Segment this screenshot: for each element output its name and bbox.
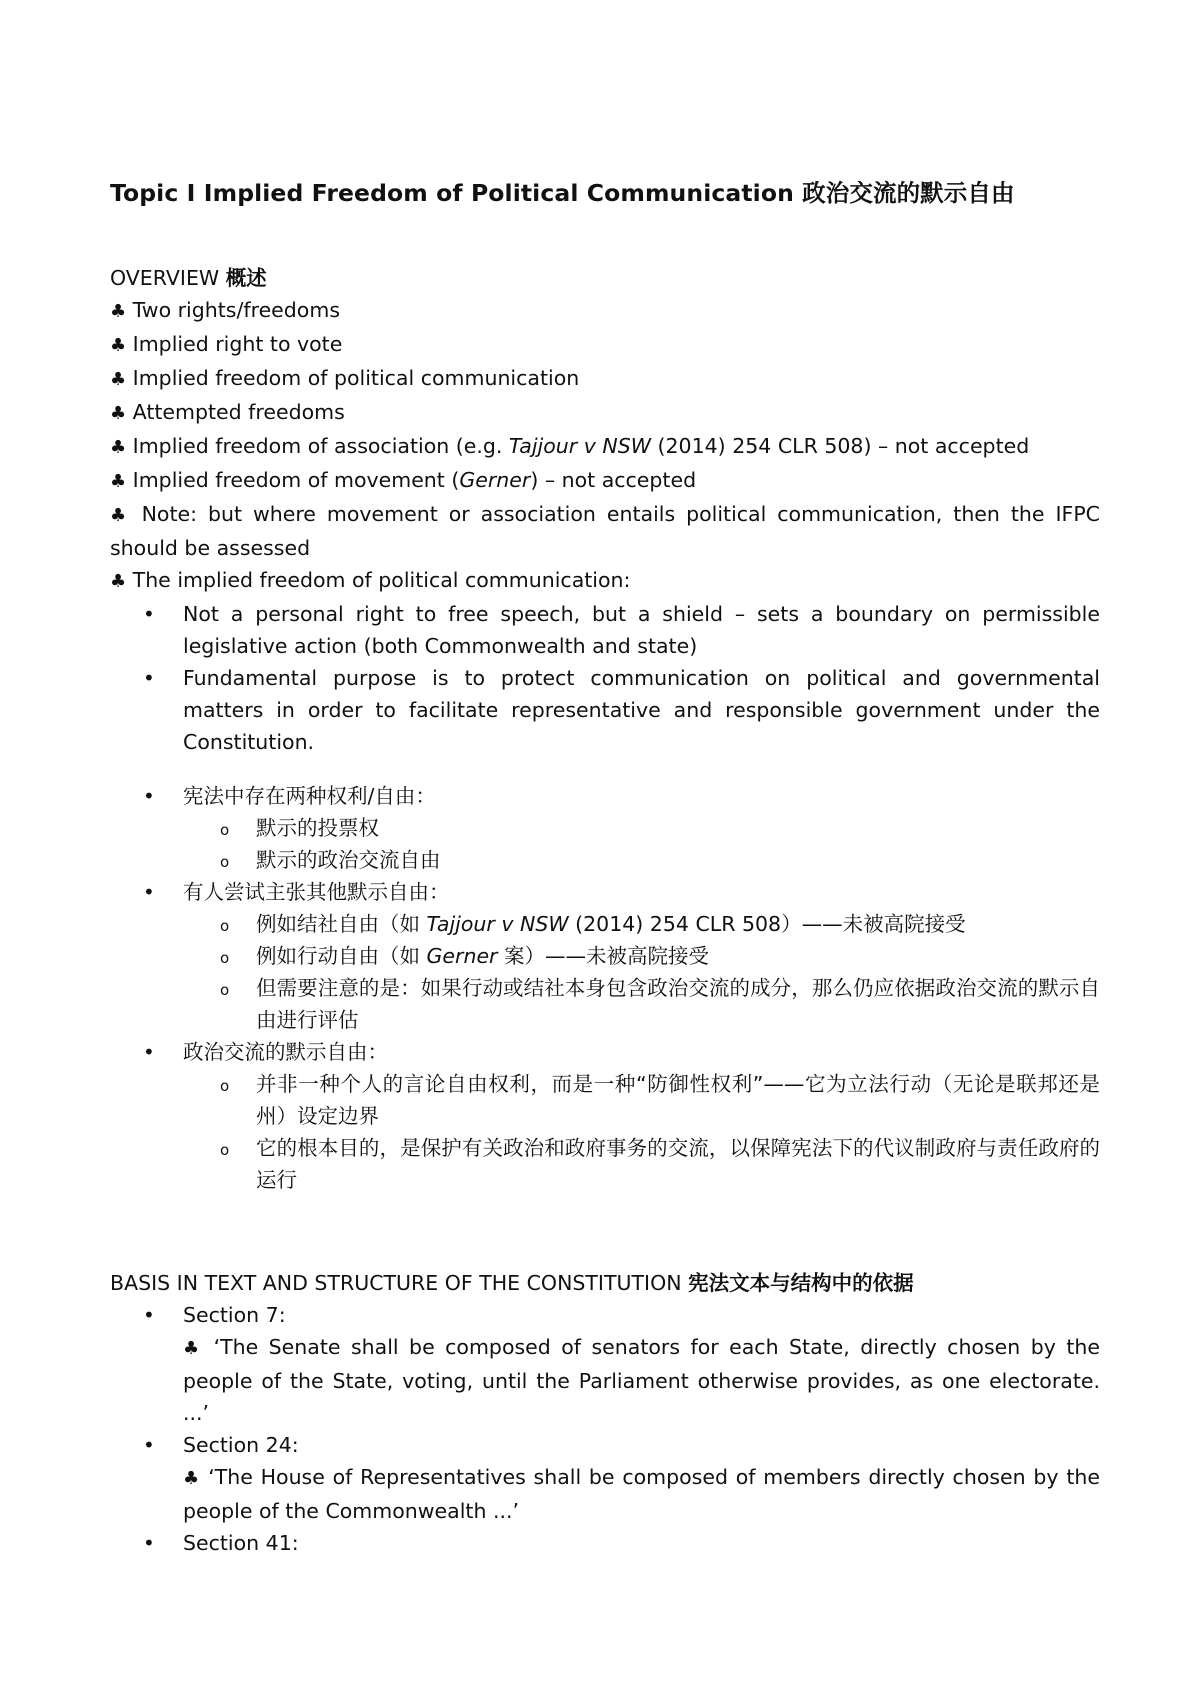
case-name: Gerner [426,944,498,968]
sub-list-item: o 例如结社自由（如 Tajjour v NSW (2014) 254 CLR 508）——未被高院接受 [110,908,1100,940]
sub-list-item: o 默示的政治交流自由 [110,844,1100,876]
club-bullet-icon: ♣ [110,505,131,526]
list-item: • 政治交流的默示自由： [110,1036,1100,1068]
dot-bullet-icon: • [143,1433,155,1457]
circle-bullet-icon: o [220,1141,230,1159]
list-item: ♣ Implied right to vote [110,332,343,356]
club-bullet-icon: ♣ [183,1338,204,1359]
circle-bullet-icon: o [220,917,230,935]
sub-list-item: o 默示的投票权 [110,812,1100,844]
dot-bullet-icon: • [143,880,155,904]
dot-bullet-icon: • [143,602,155,626]
club-bullet-icon: ♣ [110,369,127,390]
circle-bullet-icon: o [220,981,230,999]
document-title: Topic I Implied Freedom of Political Communication 政治交流的默示自由 [110,179,1015,207]
case-name: Gerner [459,468,531,492]
list-item: ♣ Implied freedom of movement (Gerner) – not accepted [110,468,697,492]
list-item: • Fundamental purpose is to protect communication on political and governmental matters in order to facilitate representative and responsible government under the Constitution. [110,662,1100,758]
club-bullet-icon: ♣ [110,301,127,322]
club-bullet-icon: ♣ [110,471,127,492]
basis-heading: BASIS IN TEXT AND STRUCTURE OF THE CONSTITUTION 宪法文本与结构中的依据 [110,1271,914,1295]
list-item: ♣ Implied freedom of association (e.g. Tajjour v NSW (2014) 254 CLR 508) – not accepted [110,434,1030,458]
list-item: ♣ Note: but where movement or association entails political communication, then the IFPC should be assessed [110,502,1100,560]
overview-section [110,262,1100,1196]
list-item: ♣ The implied freedom of political communication: [110,568,631,592]
case-name: Tajjour v NSW [426,912,569,936]
circle-bullet-icon: o [220,821,230,839]
sub-list-item: o 并非一种个人的言论自由权利，而是一种“防御性权利”——它为立法行动（无论是联邦还是州）设定边界 [220,1072,1100,1128]
circle-bullet-icon: o [220,1077,230,1095]
dot-bullet-icon: • [143,784,155,808]
sub-list-item: o 它的根本目的，是保护有关政治和政府事务的交流，以保障宪法下的代议制政府与责任政府的运行 [220,1136,1100,1192]
dot-bullet-icon: • [143,666,155,690]
list-item: • Section 7: [110,1299,1100,1331]
list-item: ♣ Implied freedom of political communication [110,366,580,390]
list-item: • Section 41: [110,1527,1100,1559]
section-quote: ♣ ‘The Senate shall be composed of senators for each State, directly chosen by the people of the State, voting, until the Parliament otherwise provides, as one electorate. ...’ [183,1335,1100,1425]
club-bullet-icon: ♣ [110,437,127,458]
basis-section [110,1267,1100,1559]
list-item: • 宪法中存在两种权利/自由： [110,780,1100,812]
club-bullet-icon: ♣ [110,571,127,592]
list-item: • Section 24: [110,1429,1100,1461]
list-item: ♣ Attempted freedoms [110,400,345,424]
club-bullet-icon: ♣ [110,335,127,356]
case-name: Tajjour v NSW [508,434,651,458]
sub-list-item: o 但需要注意的是：如果行动或结社本身包含政治交流的成分，那么仍应依据政治交流的默示自由进行评估 [220,976,1100,1032]
dot-bullet-icon: • [143,1531,155,1555]
dot-bullet-icon: • [143,1303,155,1327]
dot-bullet-icon: • [143,1040,155,1064]
circle-bullet-icon: o [220,853,230,871]
list-item: • 有人尝试主张其他默示自由： [110,876,1100,908]
club-bullet-icon: ♣ [110,403,127,424]
overview-heading: OVERVIEW 概述 [110,266,267,290]
list-item: • Not a personal right to free speech, but a shield – sets a boundary on permissible legislative action (both Commonwealth and state) [110,598,1100,662]
sub-list-item: o 例如行动自由（如 Gerner 案）——未被高院接受 [110,940,1100,972]
list-item: ♣ Two rights/freedoms [110,298,341,322]
club-bullet-icon: ♣ [183,1468,201,1489]
circle-bullet-icon: o [220,949,230,967]
section-quote: ♣ ‘The House of Representatives shall be composed of members directly chosen by the people of the Commonwealth ...’ [183,1465,1100,1523]
